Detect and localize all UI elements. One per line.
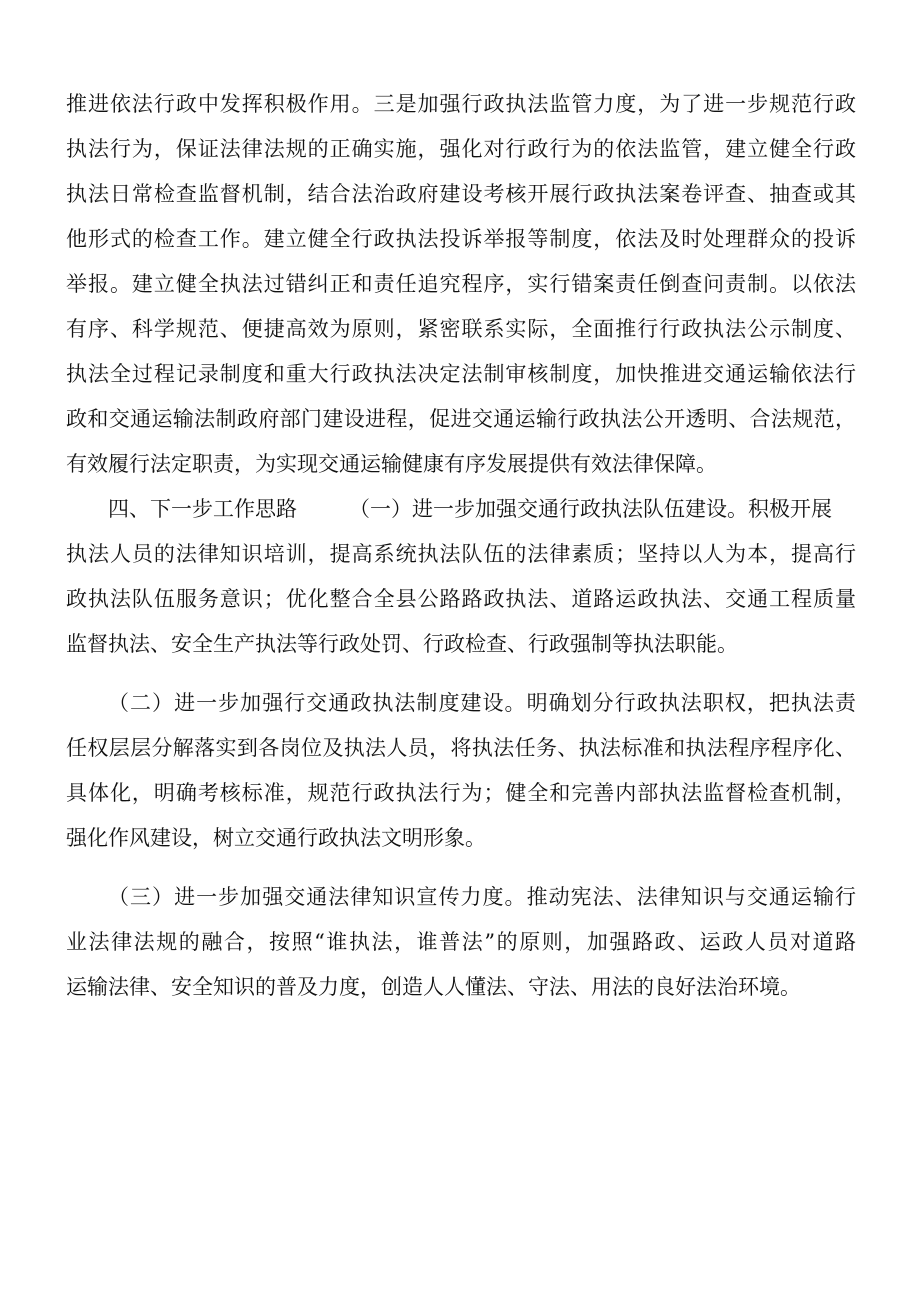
paragraph-line: 推进依法行政中发挥积极作用。三是加强行政执法监管力度，为了进一步规范行政: [66, 92, 856, 116]
paragraph-line: 运输法律、安全知识的普及力度，创造人人懂法、守法、用法的良好法治环境。: [66, 975, 801, 999]
paragraph-line: 业法律法规的融合，按照“谁执法，谁普法”的原则，加强路政、运政人员对道路: [66, 930, 856, 954]
paragraph-line: 他形式的检查工作。建立健全行政执法投诉举报等制度，依法及时处理群众的投诉: [66, 227, 856, 251]
section-heading-line: [66, 487, 856, 532]
paragraph-line: 执法日常检查监督机制，结合法治政府建设考核开展行政执法案卷评查、抽查或其: [66, 182, 856, 206]
paragraph-line: 有序、科学规范、便捷高效为原则，紧密联系实际，全面推行行政执法公示制度、: [66, 317, 856, 341]
paragraph-line: 执法人员的法律知识培训，提高系统执法队伍的法律素质；坚持以人为本，提高行: [66, 542, 856, 566]
document-body: [66, 82, 856, 1010]
section-heading: 四、下一步工作思路: [108, 497, 297, 521]
paragraph-line: 任权层层分解落实到各岗位及执法人员，将执法任务、执法标准和执法程序程序化、: [66, 736, 856, 760]
paragraph-line: 具体化，明确考核标准，规范行政执法行为；健全和完善内部执法监督检查机制，: [66, 781, 856, 805]
subsection-one-start: （一）进一步加强交通行政执法队伍建设。积极开展: [349, 497, 832, 521]
paragraph-line: 政执法队伍服务意识；优化整合全县公路路政执法、道路运政执法、交通工程质量: [66, 587, 856, 611]
paragraph-line: 强化作风建设，树立交通行政执法文明形象。: [66, 826, 486, 850]
paragraph-line: 执法行为，保证法律法规的正确实施，强化对行政行为的依法监管，建立健全行政: [66, 137, 856, 161]
paragraph-line: 执法全过程记录制度和重大行政执法决定法制审核制度，加快推进交通运输依法行: [66, 362, 856, 386]
paragraph-line: 政和交通运输法制政府部门建设进程，促进交通运输行政执法公开透明、合法规范，: [66, 407, 856, 431]
paragraph-line: 监督执法、安全生产执法等行政处罚、行政检查、行政强制等执法职能。: [66, 632, 738, 656]
paragraph-line: 举报。建立健全执法过错纠正和责任追究程序，实行错案责任倒查问责制。以依法: [66, 272, 856, 296]
paragraph-line: 有效履行法定职责，为实现交通运输健康有序发展提供有效法律保障。: [66, 452, 717, 476]
paragraph-line: （三）进一步加强交通法律知识宣传力度。推动宪法、法律知识与交通运输行: [108, 885, 856, 909]
paragraph-line: （二）进一步加强行交通政执法制度建设。明确划分行政执法职权，把执法责: [108, 691, 856, 715]
